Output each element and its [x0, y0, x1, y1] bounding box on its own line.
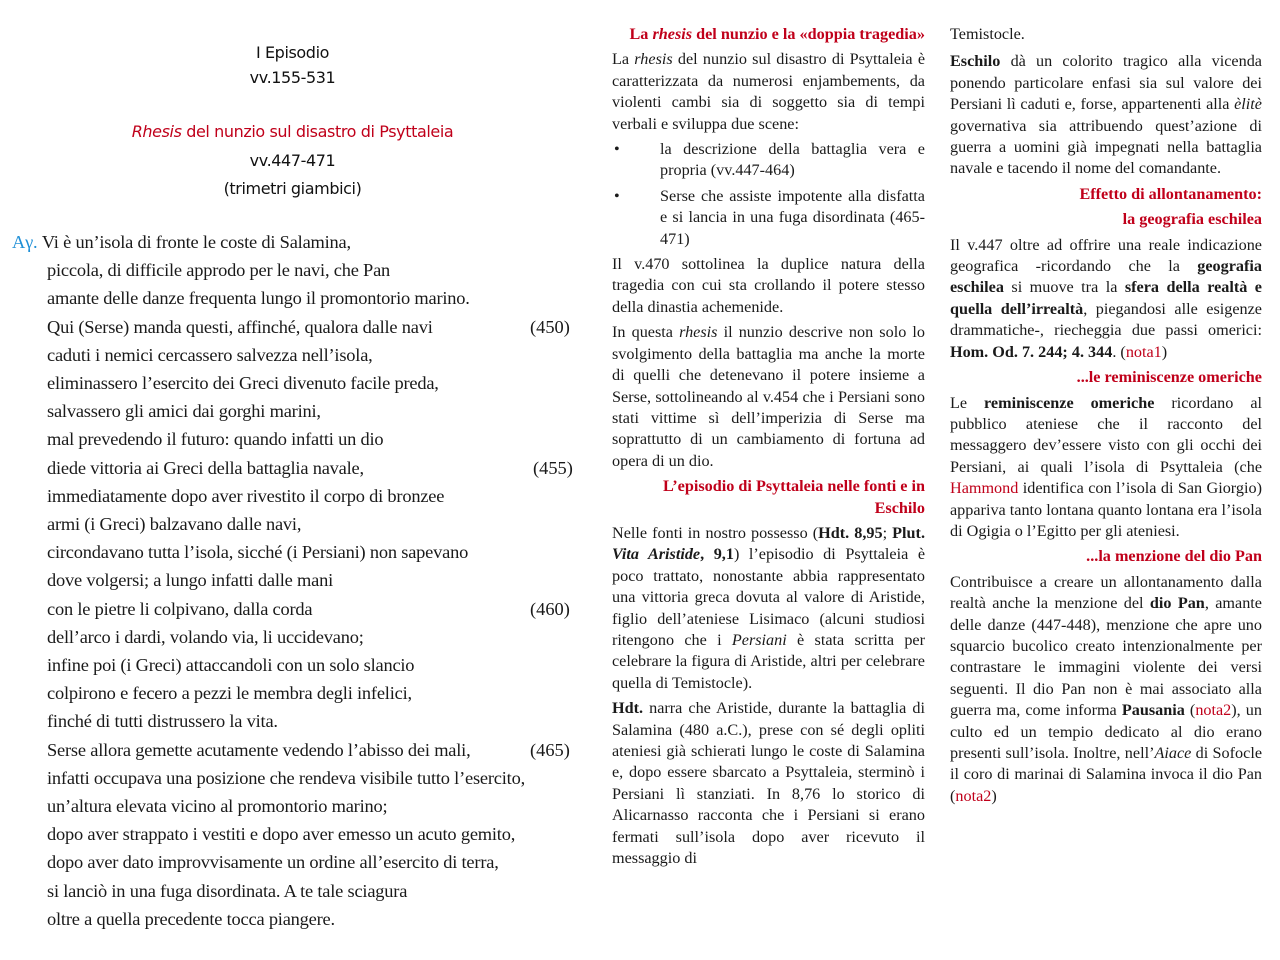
- text: La: [612, 50, 635, 69]
- verse-line: [47, 401, 321, 422]
- list-item: [612, 139, 925, 182]
- verse-line: [47, 486, 444, 507]
- note-link[interactable]: nota1: [1125, 342, 1162, 361]
- text: di Sofocle il coro di marinai di Salamina invoca il dio Pan (: [950, 744, 1263, 805]
- text-bold: geografia eschilea: [950, 257, 1262, 297]
- verse-line: [47, 909, 335, 930]
- verse-line: [47, 458, 364, 479]
- text: narra che Aristide, durante la battaglia di Salamina (480 a.C.), prese con sé degli opliti ateniesi già schierati lungo le coste di Salamina e, dopo essere sbarcato a Psyttaleia, sterminò i Persiani lì stanziati. In 8,76 lo storico di Alicarnasso racconta che i Persiani si erano fermati sull’isola dopo aver ricevuto il messaggio di: [612, 699, 925, 868]
- heading-italic: rhesis: [652, 25, 693, 43]
- verse-text: infatti occupava una posizione che rendeva visibile tutto l’esercito,: [47, 767, 525, 788]
- verse-text: eliminassero l’esercito dei Greci divenuto facile preda,: [47, 373, 439, 393]
- rhesis-title: [0, 122, 585, 141]
- list-item-text: Serse che assiste impotente alla disfatta e si lancia in una fuga disordinata (465-471): [660, 186, 925, 248]
- verse-line: [47, 288, 470, 309]
- verse-line: [47, 542, 468, 563]
- verse-text: immediatamente dopo aver rivestito il corpo di bronzee: [47, 485, 445, 506]
- verse-number: (465): [530, 739, 570, 760]
- verse-text: infine poi (i Greci) attaccandoli con un solo slancio: [47, 655, 415, 675]
- verse-text: mal prevedendo il futuro: quando infatti un dio: [47, 429, 384, 450]
- verse-text: un’altura elevata vicino al promontorio marino;: [47, 796, 388, 816]
- verse-line: [47, 881, 407, 902]
- verse-line: [47, 711, 278, 732]
- text: si muove tra la: [1003, 278, 1125, 297]
- verse-text: salvassero gli amici dai gorghi marini,: [47, 401, 321, 422]
- verse-text: con le pietre li colpivano, dalla corda: [47, 598, 313, 619]
- verse-text: amante delle danze frequenta lungo il promontorio marino.: [47, 288, 470, 309]
- paragraph-hdt: [612, 698, 925, 869]
- text: dà un colorito tragico alla vicenda ponendo particolare enfasi sia sul valore dei Persiani lì caduti e, forse, appartenenti alla: [950, 52, 1262, 114]
- rhesis-italic: Rhesis: [131, 122, 182, 141]
- text: ) l’episodio di Psyttaleia è poco trattato, nonostante abbia rappresentato una vittoria greca dovuta al valore di Aristide, figlio dell’ateniese Lisimaco (alcuni studiosi ritengono che i: [612, 545, 925, 649]
- verse-line: [47, 627, 364, 648]
- text: ): [1161, 342, 1168, 361]
- text: Il v.447 oltre ad offrire una reale indicazione geografica -ricordando che la: [950, 235, 1262, 276]
- text: (: [1184, 701, 1196, 720]
- text-bold: Hom. Od. 7. 244; 4. 344: [950, 342, 1113, 361]
- text-bold: Hdt. 8,95: [818, 523, 883, 542]
- verse-text: colpirono e fecero a pezzi le membra degli infelici,: [47, 683, 412, 704]
- rhesis-verses: vv.447-471: [249, 151, 336, 170]
- verse-number: (455): [533, 457, 573, 478]
- heading-text: del nunzio e la «doppia tragedia»: [692, 25, 925, 43]
- text: governativa sia attribuendo quest’azione di guerra a uomini già impegnati nella battaglia navale e tacendo il nome del comandante.: [950, 116, 1262, 178]
- text-bold: Eschilo: [950, 52, 1001, 71]
- text-bold: dio Pan: [1149, 594, 1205, 613]
- heading-geografia: la geografia eschilea: [1122, 210, 1262, 229]
- rhesis-title-rest: del nunzio sul disastro di Psyttaleia: [181, 122, 454, 141]
- verse-text: caduti i nemici cercassero salvezza nell’isola,: [47, 344, 373, 365]
- text: Contribuisce a creare un allontanamento dalla realtà anche la menzione del: [950, 572, 1262, 613]
- verse-text: finché di tutti distrussero la vita.: [47, 711, 278, 732]
- text: In questa: [612, 323, 680, 342]
- verse-line: [47, 852, 499, 873]
- scene-list: [612, 139, 925, 250]
- text-bold: reminiscenze omeriche: [984, 393, 1155, 412]
- heading-text: La: [629, 25, 653, 43]
- heading-fonti: L’episodio di Psyttaleia nelle fonti e in Eschilo: [662, 477, 925, 517]
- text-bold: Hdt.: [612, 699, 644, 718]
- commentary-column-middle: [612, 24, 925, 873]
- text: ), un culto ed un tempio dedicato al dio erano presenti sull’isola. Inoltre, nell’: [950, 701, 1262, 762]
- verse-text: oltre a quella precedente tocca piangere.: [47, 908, 335, 929]
- verse-line: [47, 796, 387, 817]
- meter-note: (trimetri giambici): [223, 179, 362, 198]
- text: del nunzio sul disastro di Psyttaleia è caratterizzata da numerosi enjambements, da violenti cambi sia di soggetto sia di tempi verbali e sviluppa due scene:: [612, 50, 926, 133]
- verse-text: Qui (Serse) manda questi, affinché, qualora dalle navi: [47, 316, 433, 337]
- verse-line: [47, 373, 439, 394]
- text: ricordano al pubblico ateniese che il racconto del messaggero dev’essere visto con gli occhi dei Persiani, ai quali l’isola di Psyttaleia (che: [950, 393, 1263, 476]
- text: identifica con l’isola di San Giorgio) appariva tanto lontana quanto lontana era l’isola di Ogigia o l’Egitto per gli ateniesi.: [950, 479, 1262, 540]
- text: , piegandosi alle esigenze drammatiche-, riecheggia due passi omerici:: [950, 299, 1262, 340]
- paragraph-fonti: [612, 523, 925, 694]
- heading-dio-pan: ...la menzione del dio Pan: [1086, 547, 1262, 566]
- text-bold-italic: Vita Aristide: [612, 545, 701, 564]
- list-item-text: la descrizione della battaglia vera e propria (vv.447-464): [660, 140, 925, 180]
- paragraph-eschilo: [950, 51, 1262, 179]
- heading-allontanamento: Effetto di allontanamento:: [1079, 184, 1262, 203]
- text-bold: sfera della realtà e quella dell’irrealtà: [950, 278, 1262, 318]
- note-link[interactable]: nota2: [955, 786, 992, 805]
- heading-reminiscenze: ...le reminiscenze omeriche: [1076, 368, 1262, 387]
- paragraph-temistocle: Temistocle.: [950, 25, 1025, 43]
- bullet-icon: •: [614, 140, 620, 159]
- verse-line: [47, 429, 383, 450]
- speaker-label: Aγ.: [12, 232, 38, 252]
- verse-text: diede vittoria ai Greci della battaglia navale,: [47, 457, 364, 478]
- verse-line: [47, 599, 312, 620]
- text-bold: , 9,1: [700, 545, 734, 564]
- note-link[interactable]: nota2: [1195, 701, 1232, 720]
- list-item: [612, 186, 925, 250]
- paragraph-v470: Il v.470 sottolinea la duplice natura della tragedia con cui sta crollando il potere stesso della dinastia achemenide.: [612, 255, 925, 316]
- verse-text: si lanciò in una fuga disordinata. A te tale sciagura: [47, 880, 408, 901]
- verse-text: dopo aver strappato i vestiti e dopo aver emesso un acuto gemito,: [47, 824, 516, 845]
- text-italic: rhesis: [679, 323, 718, 342]
- episode-title: I Episodio: [255, 43, 330, 62]
- heading-doppia-tragedia: [612, 24, 925, 45]
- paragraph-reminiscenze: [950, 393, 1262, 543]
- verse-text: dell’arco i dardi, volando via, li uccidevano;: [47, 626, 364, 647]
- verse-line: [12, 232, 351, 253]
- hammond-link[interactable]: Hammond: [950, 479, 1019, 498]
- text-bold: Plut.: [892, 523, 925, 542]
- bullet-icon: •: [614, 186, 620, 205]
- verse-text: circondavano tutta l’isola, sicché (i Persiani) non sapevano: [47, 542, 469, 563]
- text: Nelle fonti in nostro possesso (: [612, 523, 819, 542]
- text: , amante delle danze (447-448), menzione che apre uno squarcio bucolico creato intenzionalmente per contrastare le immagini violente dei versi seguenti. Il dio Pan non è mai associato alla guerra ma, come informa: [950, 594, 1262, 720]
- text-italic: Aiace: [1154, 744, 1192, 762]
- text: . (: [1112, 342, 1126, 361]
- text-italic: èlitè: [1234, 95, 1262, 114]
- verse-line: [47, 317, 433, 338]
- verse-line: [47, 570, 333, 591]
- text-bold: Pausania: [1121, 701, 1185, 720]
- verse-line: [47, 683, 412, 704]
- verse-text: Vi è un’isola di fronte le coste di Salamina,: [41, 232, 351, 252]
- text: il nunzio descrive non solo lo svolgimento della battaglia ma anche la morte di quelli che detenevano il potere insieme a Serse, sottolineando al v.454 che i Persiani sono stati vittime sì dell’imperizia di Serse ma soprattutto di un cambiamento di fortuna ad opera di un dio.: [612, 323, 925, 470]
- verse-line: [47, 768, 525, 789]
- verse-line: [47, 740, 470, 761]
- paragraph-rhesis-nunzio: [612, 322, 925, 472]
- verse-line: [47, 260, 390, 281]
- verse-text: Serse allora gemette acutamente vedendo l’abisso dei mali,: [47, 739, 471, 760]
- paragraph-geografia: [950, 235, 1262, 363]
- verse-line: [47, 514, 301, 535]
- commentary-column-right: [950, 24, 1262, 811]
- verse-text: piccola, di difficile approdo per le navi, che Pan: [47, 260, 391, 281]
- verse-line: [47, 824, 515, 845]
- text: ;: [882, 523, 893, 542]
- text-italic: Persiani: [731, 630, 787, 649]
- text: Le: [950, 393, 985, 412]
- verse-text: armi (i Greci) balzavano dalle navi,: [47, 514, 302, 534]
- text: ): [991, 786, 997, 805]
- verse-line: [47, 655, 414, 676]
- verse-number: (450): [530, 316, 570, 337]
- verse-text: dove volgersi; a lungo infatti dalle mani: [47, 570, 333, 591]
- verse-line: [47, 345, 373, 366]
- paragraph-dio-pan: [950, 572, 1262, 807]
- paragraph-rhesis: [612, 49, 925, 135]
- verse-number: (460): [530, 598, 570, 619]
- verse-text: dopo aver dato improvvisamente un ordine all’esercito di terra,: [47, 852, 499, 873]
- text: è stata scritta per celebrare la figura di Aristide, altri per celebrare quella di Temistocle).: [612, 630, 925, 692]
- episode-verses: vv.155-531: [249, 68, 336, 87]
- text-italic: rhesis: [634, 50, 673, 69]
